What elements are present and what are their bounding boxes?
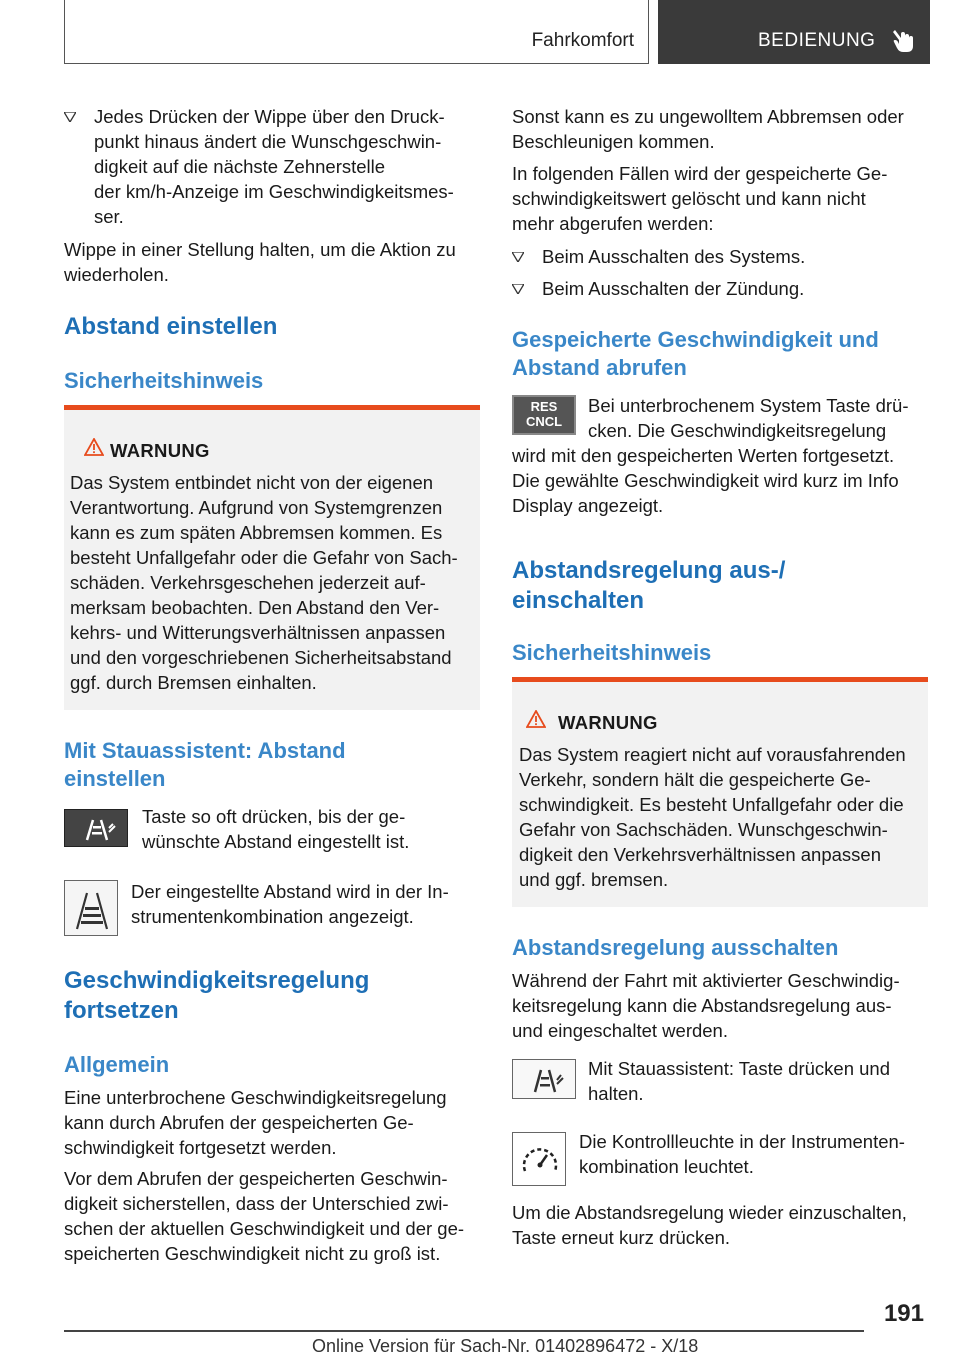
warning-box (512, 677, 928, 907)
paragraph: Wippe in einer Stellung halten, um die Aktion zu wiederholen. (64, 239, 456, 285)
distance-display-icon (64, 880, 118, 936)
header-section-title: Fahrkomfort (531, 30, 634, 51)
stau-hold-instruction: Mit Stauassistent: Taste drücken und halten. (588, 1058, 890, 1104)
warning-body: Das System reagiert nicht auf vorausfahrenden Verkehr, sondern hält die gespeicherte Ge- schwindigkeit. Es besteht Unfallgefahr oder die Gefahr von Sachschäden. Wunschgeschwin- digkeit den Verkehrsverhältnissen anpassen und ggf. bremsen. (519, 744, 906, 890)
bullet-triangle-icon (512, 252, 524, 262)
kontrollleuchte-text: Die Kontrollleuchte in der Instrumenten- kombination leuchtet. (579, 1131, 905, 1177)
paragraph: Um die Abstandsregelung wieder einzuschalten, Taste erneut kurz drücken. (512, 1202, 907, 1248)
paragraph: Vor dem Abrufen der gespeicherten Geschwin- digkeit sicherstellen, dass der Unterschied zwi- schen der aktuellen Geschwindigkeit und der ge- speicherten Geschwindigkeit nicht zu groß ist. (64, 1168, 465, 1264)
warning-title: WARNUNG (558, 712, 658, 733)
heading-geschwindigkeitsregelung-fortsetzen: Geschwindigkeitsregelung fortsetzen (64, 967, 370, 1024)
warning-triangle-icon (526, 710, 546, 728)
footer-text: Online Version für Sach-Nr. 01402896472 - X/18 (312, 1336, 699, 1356)
speed-control-indicator-icon (512, 1132, 566, 1186)
bullet-triangle-icon (64, 112, 76, 122)
heading-gespeicherte-geschwindigkeit-abrufen: Gespeicherte Geschwindigkeit und Abstand abrufen (512, 327, 879, 380)
paragraph: Sonst kann es zu ungewolltem Abbremsen oder Beschleunigen kommen. (512, 106, 904, 152)
heading-abstand-einstellen: Abstand einstellen (64, 313, 278, 340)
bullet-text: Beim Ausschalten des Systems. (542, 246, 806, 267)
heading-stauassistent: Mit Stauassistent: Abstand einstellen (64, 738, 346, 791)
paragraph: Während der Fahrt mit aktivierter Geschwindig- keitsregelung kann die Abstandsregelung aus- und eingeschaltet werden. (512, 970, 900, 1041)
heading-abstandsregelung-aus-einschalten: Abstandsregelung aus-/ einschalten (512, 557, 786, 614)
header-section-box (64, 0, 649, 64)
cncl-label: CNCL (525, 414, 563, 429)
footer-divider (64, 1330, 864, 1332)
header-chapter-box (658, 0, 930, 64)
abstand-display-text: Der eingestellte Abstand wird in der In- strumentenkombination angezeigt. (131, 881, 449, 927)
bullet-triangle-icon (512, 284, 524, 294)
res-label: RES (530, 399, 558, 414)
header-chapter-title: BEDIENUNG (758, 30, 876, 51)
warning-triangle-icon (84, 438, 104, 456)
heading-sicherheitshinweis: Sicherheitshinweis (64, 368, 264, 393)
heading-allgemein: Allgemein (64, 1052, 170, 1077)
warning-body: Das System entbindet nicht von der eigenen Verantwortung. Aufgrund von Systemgrenzen kann es zum späten Abbremsen kommen. Es besteht Unfallgefahr oder die Gefahr von Sach- schäden. Verkehrsgeschehen jederzeit auf- merksam beobachten. Den Abstand den Ver- kehrs- und Witterungsverhältnissen anpassen und den vorgeschriebenen Sicherheitsabstand ggf. durch Bremsen einhalten. (70, 472, 458, 693)
distance-button-icon (512, 1059, 576, 1099)
warning-box (64, 405, 480, 710)
paragraph: In folgenden Fällen wird der gespeicherte Ge- schwindigkeitswert gelöscht und kann nicht mehr abgerufen werden: (512, 163, 888, 234)
warning-title: WARNUNG (110, 440, 210, 461)
bullet-text: Beim Ausschalten der Zündung. (542, 278, 805, 299)
distance-button-icon (64, 809, 128, 847)
res-text-bottom: wird mit den gespeicherten Werten fortgesetzt. Die gewählte Geschwindigkeit wird kurz im Info Display angezeigt. (512, 445, 899, 516)
paragraph: Eine unterbrochene Geschwindigkeitsregelung kann durch Abrufen der gespeicherten Ge- schwindigkeit fortgesetzt werden. (64, 1087, 447, 1158)
res-text-top: Bei unterbrochenem System Taste drü- cken. Die Geschwindigkeitsregelung (588, 395, 909, 441)
pointing-hand-icon (892, 28, 914, 54)
heading-abstandsregelung-ausschalten: Abstandsregelung ausschalten (512, 935, 839, 960)
bullet-text: Jedes Drücken der Wippe über den Druck- punkt hinaus ändert die Wunschgeschwin- digkeit auf die nächste Zehnerstelle der km/h-Anzeige im Geschwindigkeitsmes- ser. (94, 106, 454, 227)
heading-sicherheitshinweis: Sicherheitshinweis (512, 640, 712, 665)
page-number: 191 (883, 1300, 924, 1327)
stau-instruction: Taste so oft drücken, bis der ge- wünschte Abstand eingestellt ist. (142, 806, 410, 852)
